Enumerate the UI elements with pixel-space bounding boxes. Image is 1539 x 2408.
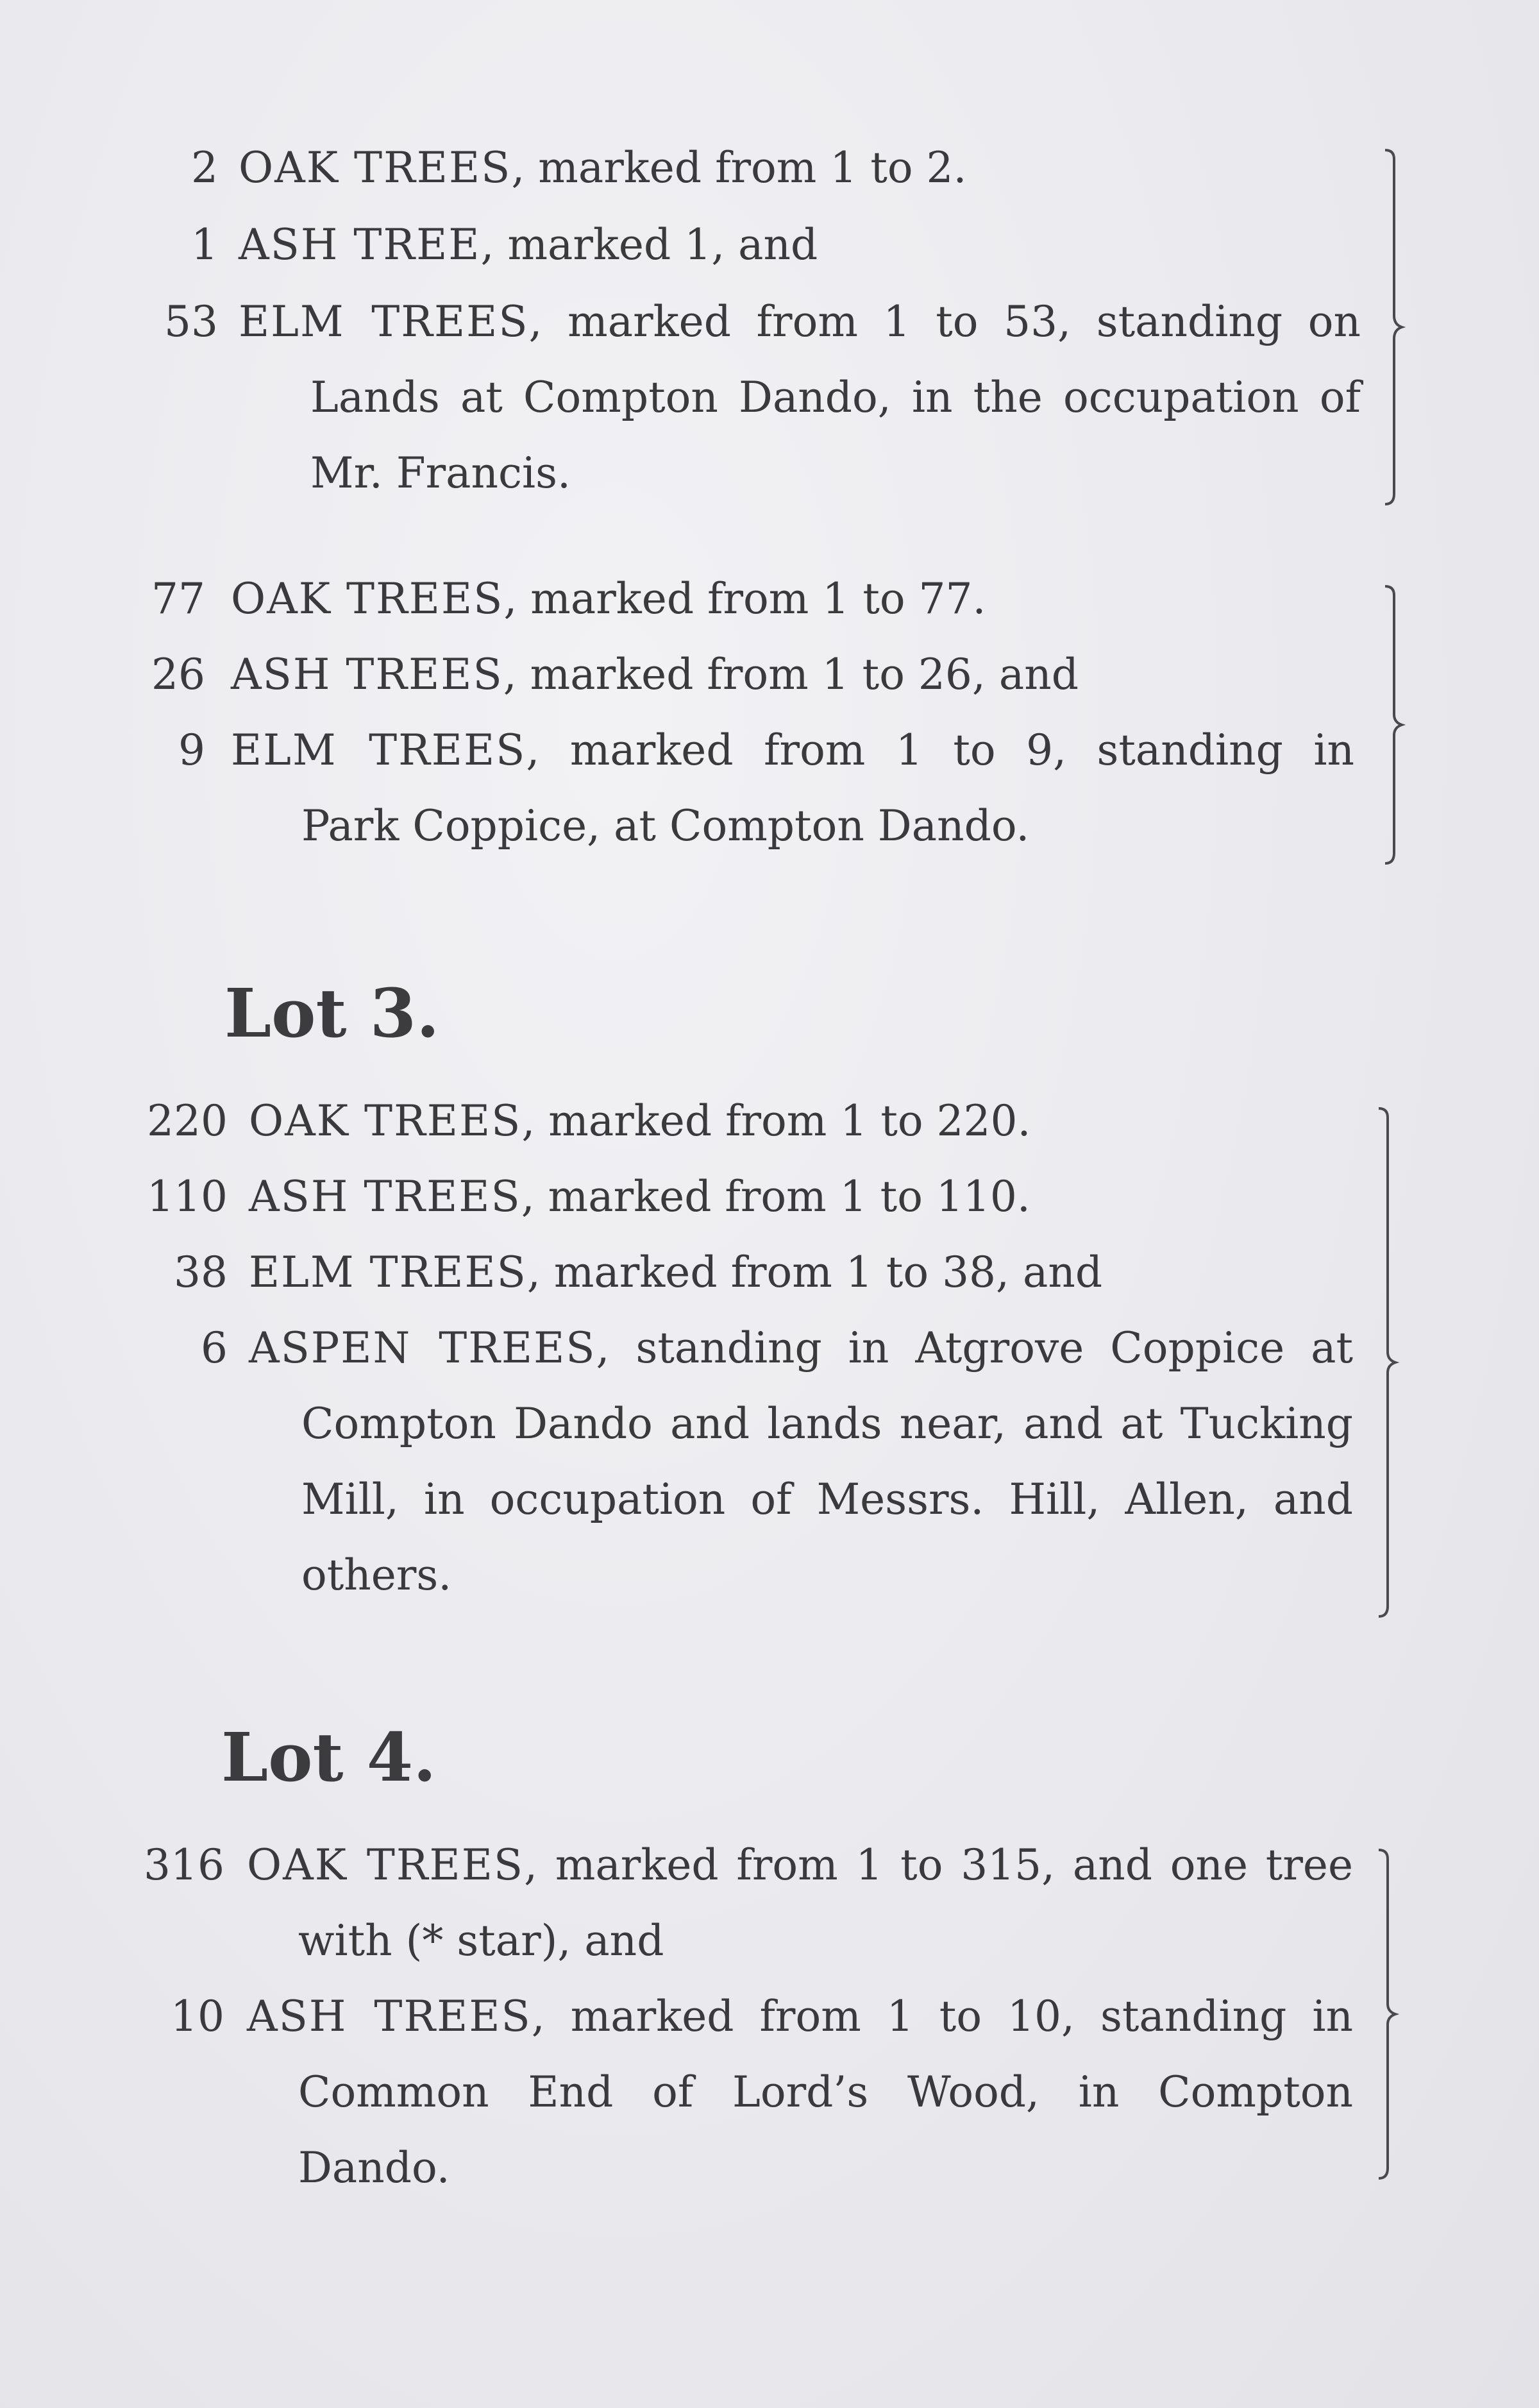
entry-text: ELM TREES, marked from 1 to 53, standing on <box>239 297 1361 346</box>
continuation-line: others. <box>301 1550 452 1600</box>
curly-brace <box>1372 584 1411 866</box>
entry-text: ELM TREES, marked from 1 to 9, standing in <box>231 725 1354 775</box>
entry-text: ASH TREES, marked from 1 to 110. <box>249 1172 1030 1221</box>
entry-text: ASH TREES, marked from 1 to 26, and <box>231 650 1079 699</box>
entry-count: 2 <box>191 143 218 192</box>
entry-text: OAK TREES, marked from 1 to 220. <box>249 1096 1031 1146</box>
entry-count: 1 <box>191 220 218 269</box>
continuation-line: Dando. <box>298 2143 450 2192</box>
entry-text: OAK TREES, marked from 1 to 315, and one tree <box>247 1840 1353 1890</box>
entry-count: 6 <box>201 1323 228 1373</box>
entry-text: OAK TREES, marked from 1 to 77. <box>231 574 986 623</box>
entry-text: ASH TREES, marked from 1 to 10, standing in <box>247 1992 1354 2041</box>
entry-text: with (* star), and <box>298 1916 664 1965</box>
entry-count: 9 <box>178 725 205 775</box>
continuation-line: Compton Dando and lands near, and at Tucking <box>301 1399 1353 1448</box>
lot-4-heading: Lot 4. <box>221 1718 437 1797</box>
continuation-line: Mill, in occupation of Messrs. Hill, Allen, and <box>301 1475 1353 1524</box>
curly-brace <box>1366 1847 1404 2181</box>
continuation-line: Lands at Compton Dando, in the occupation of <box>310 373 1361 422</box>
entry-count: 110 <box>147 1172 228 1221</box>
lot-3-heading: Lot 3. <box>224 974 440 1053</box>
entry-count: 38 <box>174 1248 228 1297</box>
continuation-line: Common End of Lord’s Wood, in Compton <box>298 2067 1353 2117</box>
continuation-line: Park Coppice, at Compton Dando. <box>301 801 1030 851</box>
curly-brace <box>1366 1106 1404 1619</box>
entry-text: ELM TREES, marked from 1 to 38, and <box>249 1248 1103 1297</box>
entry-count: 10 <box>171 1992 224 2041</box>
entry-count: 316 <box>144 1840 224 1890</box>
entry-text: OAK TREES, marked from 1 to 2. <box>239 143 967 192</box>
continuation-line: Mr. Francis. <box>310 448 571 498</box>
entry-text: ASH TREE, marked 1, and <box>239 220 818 269</box>
curly-brace <box>1372 148 1411 507</box>
entry-count: 26 <box>151 650 205 699</box>
entry-count: 220 <box>147 1096 228 1146</box>
entry-count: 53 <box>164 297 218 346</box>
entry-count: 77 <box>151 574 205 623</box>
entry-text: ASPEN TREES, standing in Atgrove Coppice at <box>249 1323 1353 1373</box>
